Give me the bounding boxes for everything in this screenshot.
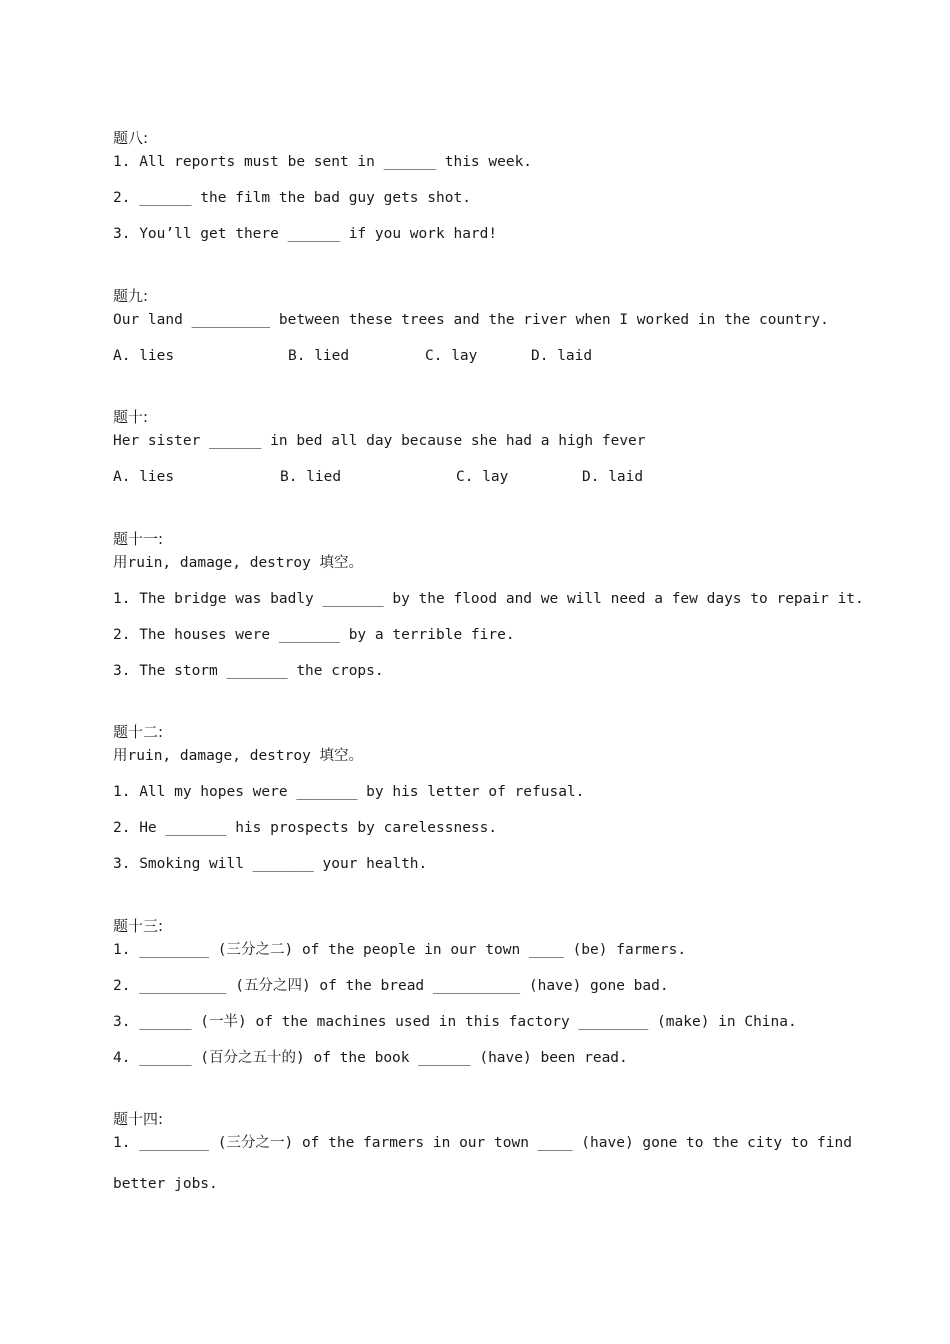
section-14 [113,1107,853,1208]
option-a: A. lies [113,469,175,485]
section-heading: 题八: [113,129,149,147]
answer-options [113,465,853,501]
question-line: 1. ________ (三分之一) of the farmers in our town ____ (have) gone to the city to find [113,1135,852,1151]
instruction-line: 用ruin, damage, destroy 填空。 [113,555,364,571]
question-line: 1. The bridge was badly _______ by the flood and we will need a few days to repair it. [113,591,864,607]
instruction-line: 用ruin, damage, destroy 填空。 [113,748,364,764]
question-line: 1. All reports must be sent in ______ this week. [113,154,533,170]
option-d: D. laid [582,469,644,485]
option-c: C. lay [456,469,509,485]
question-line: 1. ________ (三分之二) of the people in our town ____ (be) farmers. [113,942,687,958]
option-b: B. lied [288,348,350,364]
question-line: 4. ______ (百分之五十的) of the book ______ (have) been read. [113,1050,628,1066]
section-heading: 题十二: [113,723,164,741]
section-heading: 题十三: [113,917,164,935]
question-line: Our land _________ between these trees and the river when I worked in the country. [113,312,829,328]
question-line: 3. The storm _______ the crops. [113,663,384,679]
section-heading: 题十四: [113,1110,164,1128]
section-heading: 题十: [113,408,149,426]
question-line: Her sister ______ in bed all day because she had a high fever [113,433,646,449]
option-d: D. laid [531,348,593,364]
question-line: 2. The houses were _______ by a terrible fire. [113,627,515,643]
section-9 [113,284,853,380]
answer-options [113,344,853,380]
option-c: C. lay [425,348,478,364]
section-10 [113,405,853,501]
question-line-continued: better jobs. [113,1176,218,1192]
option-b: B. lied [280,469,342,485]
option-a: A. lies [113,348,175,364]
question-line: 2. He _______ his prospects by carelessness. [113,820,498,836]
section-11 [113,527,864,695]
question-line: 3. You’ll get there ______ if you work hard! [113,226,498,242]
section-13 [113,914,853,1082]
section-heading: 题十一: [113,530,164,548]
question-line: 1. All my hopes were _______ by his letter of refusal. [113,784,585,800]
question-line: 3. ______ (一半) of the machines used in this factory ________ (make) in China. [113,1014,797,1030]
section-12 [113,720,853,888]
section-heading: 题九: [113,287,149,305]
question-line: 2. __________ (五分之四) of the bread __________ (have) gone bad. [113,978,669,994]
question-line: 3. Smoking will _______ your health. [113,856,428,872]
question-line: 2. ______ the film the bad guy gets shot. [113,190,471,206]
section-8 [113,126,853,258]
